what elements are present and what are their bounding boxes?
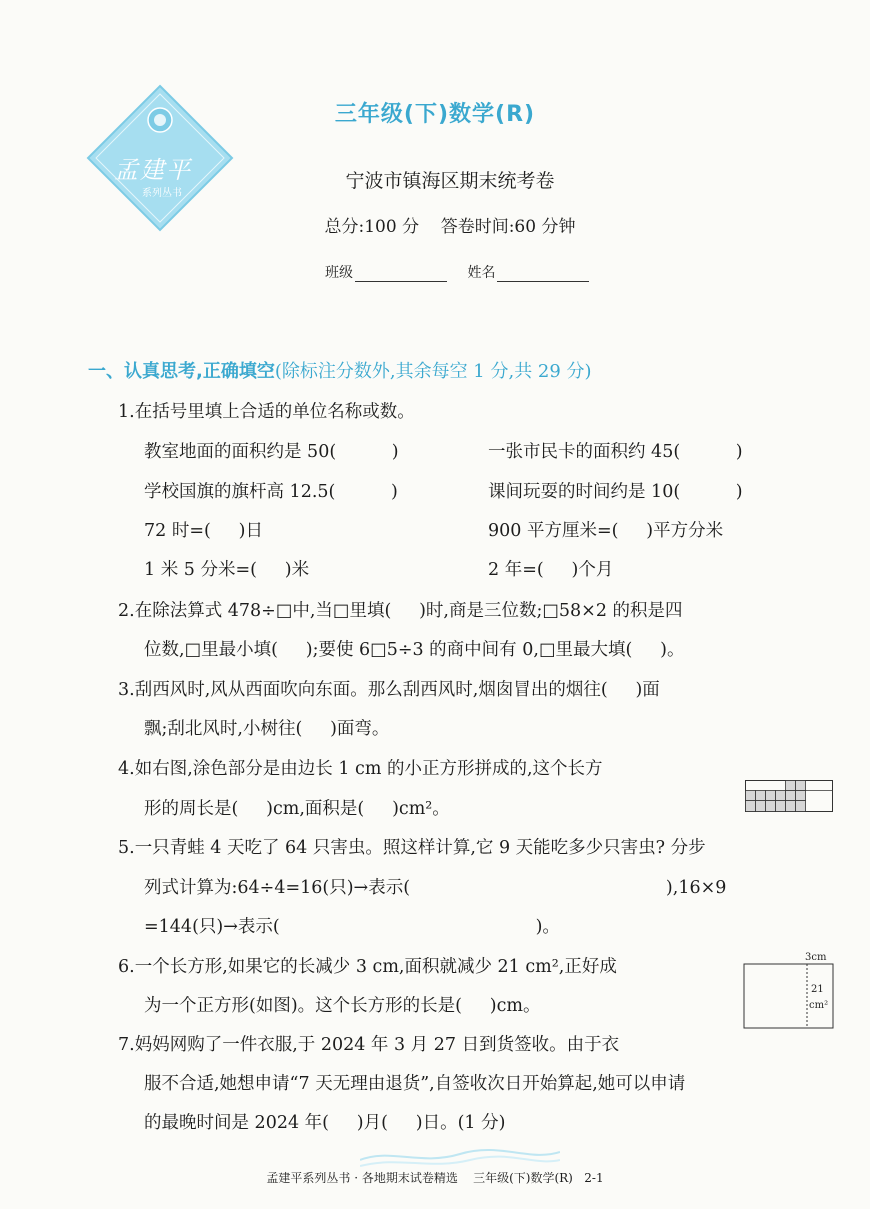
question-6-rectangle-figure xyxy=(743,950,835,1030)
question-7-cont: 的最晚时间是 2024 年( )月( )日。(1 分) xyxy=(144,1113,506,1133)
class-label: 班级 xyxy=(325,265,353,281)
student-info-line xyxy=(325,262,605,282)
figure-inner-unit: cm² xyxy=(809,1000,829,1011)
figure-top-label: 3cm xyxy=(805,952,827,963)
question-1: 1.在括号里填上合适的单位名称或数。 xyxy=(118,402,415,422)
question-1-item: 学校国旗的旗杆高 12.5( ) xyxy=(144,482,398,502)
question-2: 2.在除法算式 478÷□中,当□里填( )时,商是三位数;□58×2 的积是四 xyxy=(118,601,683,621)
question-6-cont: 为一个正方形(如图)。这个长方形的长是( )cm。 xyxy=(144,996,541,1016)
question-7: 7.妈妈网购了一件衣服,于 2024 年 3 月 27 日到货签收。由于衣 xyxy=(118,1035,620,1055)
question-1-item: 课间玩耍的时间约是 10( ) xyxy=(488,482,743,502)
question-6: 6.一个长方形,如果它的长减少 3 cm,面积就减少 21 cm²,正好成 xyxy=(118,957,617,977)
question-1-item: 2 年=( )个月 xyxy=(488,560,614,580)
question-4-cont: 形的周长是( )cm,面积是( )cm²。 xyxy=(144,799,450,819)
exam-subtitle: 宁波市镇海区期末统考卷 xyxy=(345,170,555,192)
section-heading xyxy=(88,357,592,383)
question-5-cont: 列式计算为:64÷4=16(只)→表示( ),16×9 xyxy=(144,878,727,898)
logo-text: 孟建平 xyxy=(114,156,192,184)
figure-inner-label: 21 xyxy=(811,984,824,995)
question-4: 4.如右图,涂色部分是由边长 1 cm 的小正方形拼成的,这个长方 xyxy=(118,759,603,779)
question-3: 3.刮西风时,风从西面吹向东面。那么刮西风时,烟囱冒出的烟往( )面 xyxy=(118,680,660,700)
name-label: 姓名 xyxy=(467,265,496,281)
name-field[interactable] xyxy=(497,267,589,282)
question-2-cont: 位数,□里最小填( );要使 6□5÷3 的商中间有 0,□里最大填( )。 xyxy=(144,640,685,660)
section-note: (除标注分数外,其余每空 1 分,共 29 分) xyxy=(274,361,592,382)
exam-title: 三年级(下)数学(R) xyxy=(334,102,536,127)
section-title: 一、认真思考,正确填空 xyxy=(88,361,275,382)
question-1-item: 一张市民卡的面积约 45( ) xyxy=(488,442,743,462)
exam-meta: 总分:100 分 答卷时间:60 分钟 xyxy=(324,217,576,237)
question-1-item: 教室地面的面积约是 50( ) xyxy=(144,442,399,462)
footer-wave-decoration xyxy=(360,1140,560,1170)
logo-subtext: 系列丛书 xyxy=(142,188,182,199)
question-5-cont: =144(只)→表示( )。 xyxy=(144,917,560,937)
question-4-grid-figure xyxy=(745,780,833,812)
question-1-item: 900 平方厘米=( )平方分米 xyxy=(488,521,724,541)
page-footer: 孟建平系列丛书 · 各地期末试卷精选 三年级(下)数学(R) 2-1 xyxy=(266,1171,604,1185)
question-5: 5.一只青蛙 4 天吃了 64 只害虫。照这样计算,它 9 天能吃多少只害虫? 分步 xyxy=(118,838,706,858)
question-7-cont: 服不合适,她想申请“7 天无理由退货”,自签收次日开始算起,她可以申请 xyxy=(144,1074,686,1094)
question-3-cont: 飘;刮北风时,小树往( )面弯。 xyxy=(144,719,390,739)
class-field[interactable] xyxy=(355,267,447,282)
question-1-item: 72 时=( )日 xyxy=(144,521,263,541)
question-1-item: 1 米 5 分米=( )米 xyxy=(144,560,310,580)
